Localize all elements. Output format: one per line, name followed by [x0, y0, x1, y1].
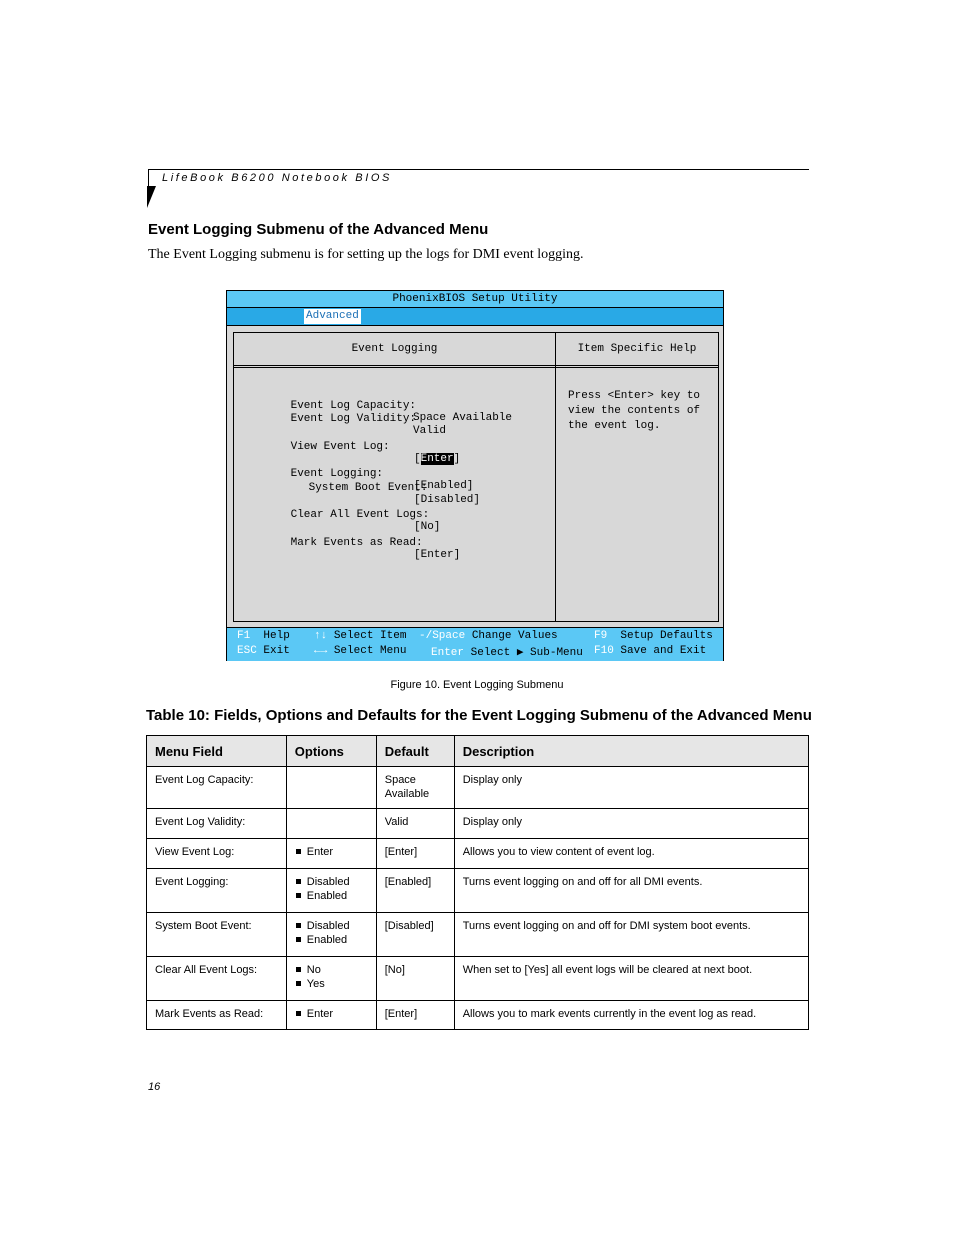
header-rule: [148, 169, 809, 170]
item-value: Space Available: [413, 412, 513, 424]
item-value[interactable]: [Enter]: [414, 453, 461, 465]
item-help-text: Press <Enter> key to view the contents of the event log.: [568, 390, 701, 432]
item-value: Valid: [413, 425, 447, 437]
key-select-item: ↑↓ Select Item: [314, 630, 407, 642]
option-bullet-item: Yes: [295, 977, 368, 991]
cell-field: Event Log Capacity:: [147, 767, 287, 809]
option-bullet-item: Disabled: [295, 919, 368, 933]
cell-options: [286, 913, 376, 957]
key-esc-exit: ESC Exit: [237, 645, 290, 657]
cell-default: [Enter]: [376, 1001, 454, 1030]
table-row: [147, 839, 809, 869]
cell-options: [286, 767, 376, 809]
key-select-menu: ←→ Select Menu: [314, 645, 407, 657]
selected-value[interactable]: Enter: [420, 453, 454, 465]
column-header: Description: [454, 736, 808, 767]
cell-options: [286, 1001, 376, 1030]
table-row: [147, 869, 809, 913]
header-corner-mark: [147, 186, 156, 208]
bios-menu-bar: [227, 308, 723, 326]
fields-table: [146, 735, 809, 1030]
table-row: [147, 1001, 809, 1030]
cell-field: Event Logging:: [147, 869, 287, 913]
item-value[interactable]: [Enabled]: [414, 480, 474, 492]
bios-title-bar: PhoenixBIOS Setup Utility: [227, 291, 723, 308]
bios-screen: [226, 290, 724, 661]
cell-default: [No]: [376, 957, 454, 1001]
item-value[interactable]: [Enter]: [414, 549, 461, 561]
option-bullet-item: No: [295, 963, 368, 977]
cell-description: When set to [Yes] all event logs will be cleared at next boot.: [454, 957, 808, 1001]
cell-description: Turns event logging on and off for DMI system boot events.: [454, 913, 808, 957]
cell-default: [Disabled]: [376, 913, 454, 957]
key-f1-help: F1 Help: [237, 630, 290, 642]
cell-options: [286, 957, 376, 1001]
key-f9-setup-defaults: F9 Setup Defaults: [594, 630, 713, 642]
cell-default: Valid: [376, 809, 454, 839]
table-header-row: [147, 736, 809, 767]
cell-default: [Enabled]: [376, 869, 454, 913]
table-row: [147, 809, 809, 839]
item-label: System Boot Event:: [308, 482, 428, 494]
table-row: [147, 767, 809, 809]
item-label: View Event Log:: [290, 441, 390, 453]
cell-default: Space Available: [376, 767, 454, 809]
cell-options: [286, 809, 376, 839]
table-row: [147, 957, 809, 1001]
option-bullet-item: Enter: [295, 1007, 368, 1021]
item-label: Event Log Capacity:: [290, 400, 417, 412]
table-row: [147, 913, 809, 957]
cell-field: Mark Events as Read:: [147, 1001, 287, 1030]
cell-options: [286, 869, 376, 913]
column-header: Menu Field: [147, 736, 287, 767]
cell-field: Event Log Validity:: [147, 809, 287, 839]
cell-description: Display only: [454, 767, 808, 809]
option-bullet-item: Disabled: [295, 875, 368, 889]
item-label: Mark Events as Read:: [290, 537, 423, 549]
item-label: Event Log Validity:: [290, 413, 417, 425]
cell-field: System Boot Event:: [147, 913, 287, 957]
item-label: Clear All Event Logs:: [290, 509, 430, 521]
figure-caption: Figure 10. Event Logging Submenu: [390, 679, 564, 691]
column-header: Default: [376, 736, 454, 767]
option-bullet-item: Enabled: [295, 933, 368, 947]
key-f10-save-exit: F10 Save and Exit: [594, 645, 707, 657]
cell-description: Allows you to view content of event log.: [454, 839, 808, 869]
cell-field: View Event Log:: [147, 839, 287, 869]
panel-title: Event Logging: [351, 343, 438, 355]
item-label: Event Logging:: [290, 468, 384, 480]
section-title: Event Logging Submenu of the Advanced Menu: [148, 221, 489, 238]
panel-header-rule: [234, 365, 718, 366]
option-bullet-item: Enter: [295, 845, 368, 859]
cell-description: Display only: [454, 809, 808, 839]
bios-panel: [233, 332, 719, 622]
section-intro: The Event Logging submenu is for setting up the logs for DMI event logging.: [148, 247, 584, 262]
panel-header-rule-double: [234, 367, 718, 368]
column-header: Options: [286, 736, 376, 767]
cell-default: [Enter]: [376, 839, 454, 869]
cell-description: Allows you to mark events currently in the event log as read.: [454, 1001, 808, 1030]
cell-field: Clear All Event Logs:: [147, 957, 287, 1001]
tab-advanced[interactable]: Advanced: [306, 310, 359, 322]
help-title: Item Specific Help: [577, 343, 697, 355]
panel-divider: [555, 333, 556, 621]
item-value[interactable]: [No]: [414, 521, 441, 533]
table-title: Table 10: Fields, Options and Defaults for the Event Logging Submenu of the Advanced Menu: [146, 707, 812, 724]
cell-options: [286, 839, 376, 869]
bios-key-legend: [227, 627, 723, 661]
key-change-values: -/Space Change Values: [419, 630, 558, 642]
cell-description: Turns event logging on and off for all DMI events.: [454, 869, 808, 913]
page-number: 16: [148, 1081, 161, 1093]
key-enter-sub-menu: Enter Select ▶ Sub-Menu: [431, 647, 583, 659]
running-title: LifeBook B6200 Notebook BIOS: [162, 172, 392, 184]
item-value[interactable]: [Disabled]: [414, 494, 481, 506]
option-bullet-item: Enabled: [295, 889, 368, 903]
